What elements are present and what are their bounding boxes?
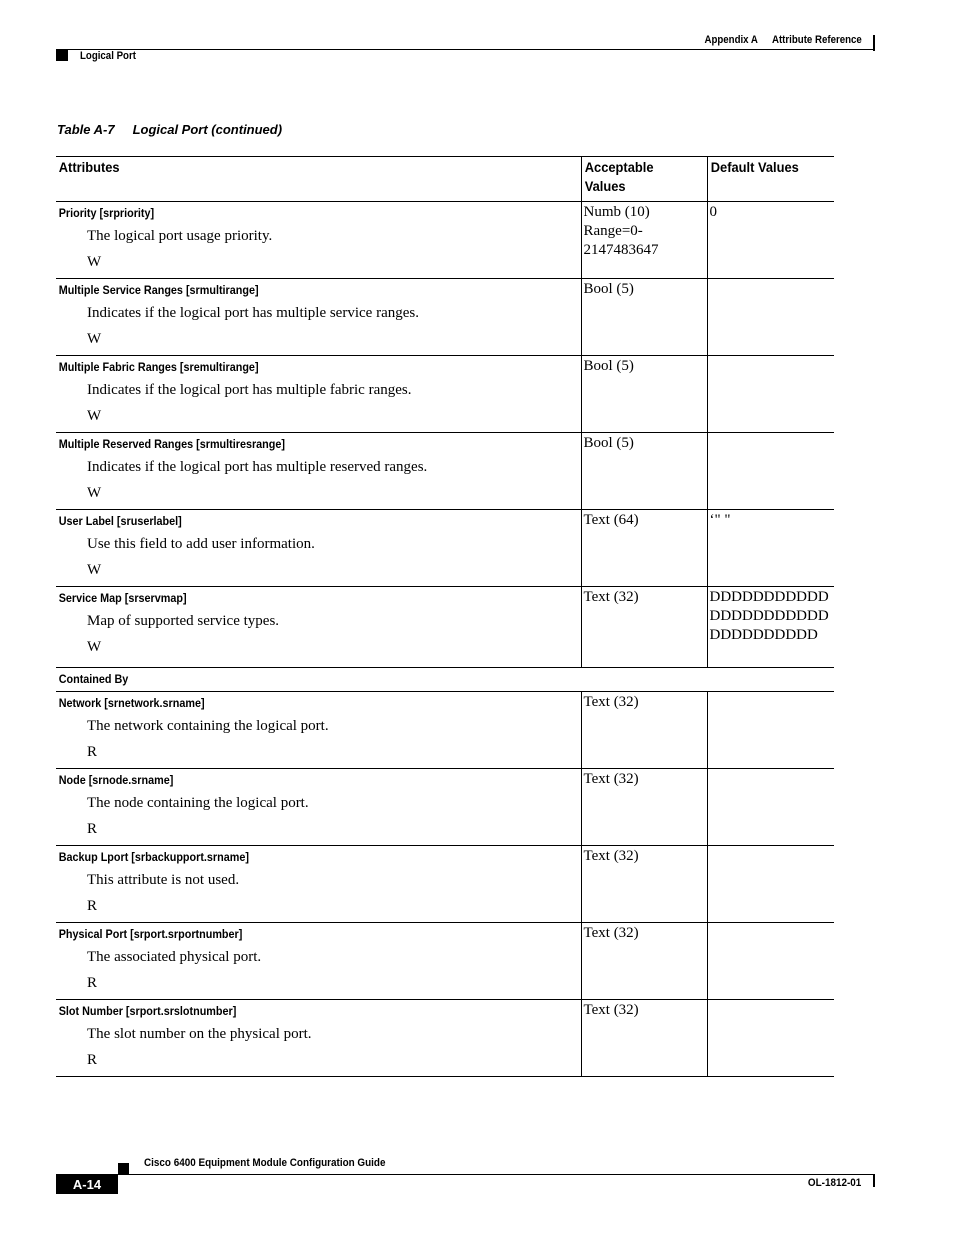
section-row [56, 668, 834, 692]
acceptable-values-cell [581, 202, 707, 279]
table-row [56, 356, 834, 433]
attribute-name: Physical Port [srport.srportnumber] [58, 927, 243, 941]
default-value: 0 [709, 204, 717, 220]
table-row [56, 202, 834, 279]
default-values-cell [707, 433, 834, 510]
acceptable-value: Text (64) [583, 512, 639, 528]
default-value [708, 279, 835, 280]
default-values-cell [707, 510, 834, 587]
section-label: Contained By [58, 672, 129, 686]
acceptable-values-cell [581, 356, 707, 433]
attribute-access: R [87, 975, 98, 991]
attribute-access: W [87, 408, 102, 424]
table-row [56, 433, 834, 510]
acceptable-value: Text (32) [583, 694, 639, 710]
attribute-description: The logical port usage priority. [87, 228, 273, 244]
acceptable-value: Bool (5) [583, 358, 634, 374]
attribute-name: Service Map [srservmap] [58, 591, 187, 605]
attribute-description: The associated physical port. [87, 949, 262, 965]
default-values-cell [707, 692, 834, 769]
acceptable-value: Text (32) [583, 1002, 639, 1018]
acceptable-values-cell [581, 279, 707, 356]
attribute-name: Slot Number [srport.srslotnumber] [58, 1004, 237, 1018]
acceptable-value: Bool (5) [583, 281, 634, 297]
acceptable-values-cell [581, 587, 707, 668]
attribute-name: Network [srnetwork.srname] [58, 696, 205, 710]
attribute-cell [56, 692, 581, 769]
table-caption [57, 122, 282, 137]
default-value [708, 1000, 835, 1001]
table-caption-label: Table A-7 [57, 122, 115, 137]
default-values-cell [707, 923, 834, 1000]
default-values-cell [707, 587, 834, 668]
table-row [56, 1000, 834, 1077]
document-number: OL-1812-01 [807, 1177, 861, 1189]
acceptable-value: Text (32) [583, 589, 639, 605]
default-values-cell [707, 202, 834, 279]
acceptable-values-cell [581, 510, 707, 587]
column-header-attributes: Attributes [58, 159, 120, 175]
attribute-name: Multiple Service Ranges [srmultirange] [58, 283, 259, 297]
attribute-description: The slot number on the physical port. [87, 1026, 312, 1042]
acceptable-values-cell [581, 692, 707, 769]
default-values-cell [707, 846, 834, 923]
attribute-cell [56, 510, 581, 587]
column-header-acceptable-values: Acceptable Values [581, 157, 707, 202]
attribute-name: Backup Lport [srbackupport.srname] [58, 850, 249, 864]
default-value: DDDDDDDDDDDDDDDDDDDDDDDDDDDDDDDD [709, 589, 829, 643]
acceptable-value: Numb (10) Range=0-2147483647 [583, 204, 659, 258]
attribute-cell [56, 356, 581, 433]
attribute-name: Multiple Reserved Ranges [srmultiresrange] [58, 437, 285, 451]
attribute-access: W [87, 639, 102, 655]
acceptable-values-cell [581, 769, 707, 846]
attribute-name: Multiple Fabric Ranges [sremultirange] [58, 360, 259, 374]
acceptable-values-cell [581, 846, 707, 923]
attribute-description: Indicates if the logical port has multiple fabric ranges. [87, 382, 412, 398]
attribute-description: Indicates if the logical port has multiple reserved ranges. [87, 459, 428, 475]
attribute-cell [56, 923, 581, 1000]
default-value [708, 433, 835, 434]
attribute-cell [56, 846, 581, 923]
default-values-cell [707, 769, 834, 846]
acceptable-value: Bool (5) [583, 435, 634, 451]
default-value: ‘" " [709, 512, 731, 528]
header-square [56, 50, 68, 61]
table-row [56, 692, 834, 769]
attribute-cell [56, 202, 581, 279]
attribute-description: Map of supported service types. [87, 613, 280, 629]
table-row [56, 587, 834, 668]
acceptable-values-cell [581, 433, 707, 510]
table-header-row [56, 157, 834, 202]
column-header-default-values: Default Values [707, 157, 834, 202]
header-appendix: Appendix A [704, 34, 759, 46]
table-row [56, 769, 834, 846]
attribute-cell [56, 587, 581, 668]
attribute-description: The network containing the logical port. [87, 718, 329, 734]
header-rule [56, 49, 875, 50]
acceptable-value: Text (32) [583, 925, 639, 941]
header-subsection: Logical Port [80, 50, 136, 62]
footer-tick [873, 1175, 875, 1187]
attribute-access: R [87, 744, 98, 760]
default-value [708, 923, 835, 924]
attribute-cell [56, 279, 581, 356]
attribute-description: The node containing the logical port. [87, 795, 309, 811]
attribute-cell [56, 1000, 581, 1077]
acceptable-value: Text (32) [583, 848, 639, 864]
table-row [56, 510, 834, 587]
attribute-description: Use this field to add user information. [87, 536, 315, 552]
attribute-access: W [87, 254, 102, 270]
table-row [56, 923, 834, 1000]
default-value [708, 769, 835, 770]
attribute-name: User Label [sruserlabel] [58, 514, 182, 528]
default-values-cell [707, 1000, 834, 1077]
attribute-description: Indicates if the logical port has multiple service ranges. [87, 305, 419, 321]
attribute-access: W [87, 331, 102, 347]
acceptable-values-cell [581, 1000, 707, 1077]
attribute-name: Priority [srpriority] [58, 206, 155, 220]
attribute-name: Node [srnode.srname] [58, 773, 174, 787]
default-value [708, 356, 835, 357]
table-row [56, 279, 834, 356]
default-values-cell [707, 356, 834, 433]
header-section: Attribute Reference [772, 34, 862, 46]
table-row [56, 846, 834, 923]
footer-square [118, 1163, 129, 1174]
attribute-access: R [87, 898, 98, 914]
attribute-cell [56, 769, 581, 846]
page-number: A-14 [56, 1175, 118, 1194]
footer-rule [56, 1174, 875, 1175]
attribute-access: W [87, 485, 102, 501]
acceptable-values-cell [581, 923, 707, 1000]
default-values-cell [707, 279, 834, 356]
attribute-table [56, 156, 834, 1077]
default-value [708, 692, 835, 693]
attribute-description: This attribute is not used. [87, 872, 240, 888]
attribute-cell [56, 433, 581, 510]
attribute-access: R [87, 1052, 98, 1068]
table-caption-title: Logical Port (continued) [132, 122, 283, 137]
attribute-access: R [87, 821, 98, 837]
footer-guide-title: Cisco 6400 Equipment Module Configuration Guide [144, 1157, 386, 1169]
attribute-access: W [87, 562, 102, 578]
acceptable-value: Text (32) [583, 771, 639, 787]
running-header [705, 34, 862, 46]
default-value [708, 846, 835, 847]
